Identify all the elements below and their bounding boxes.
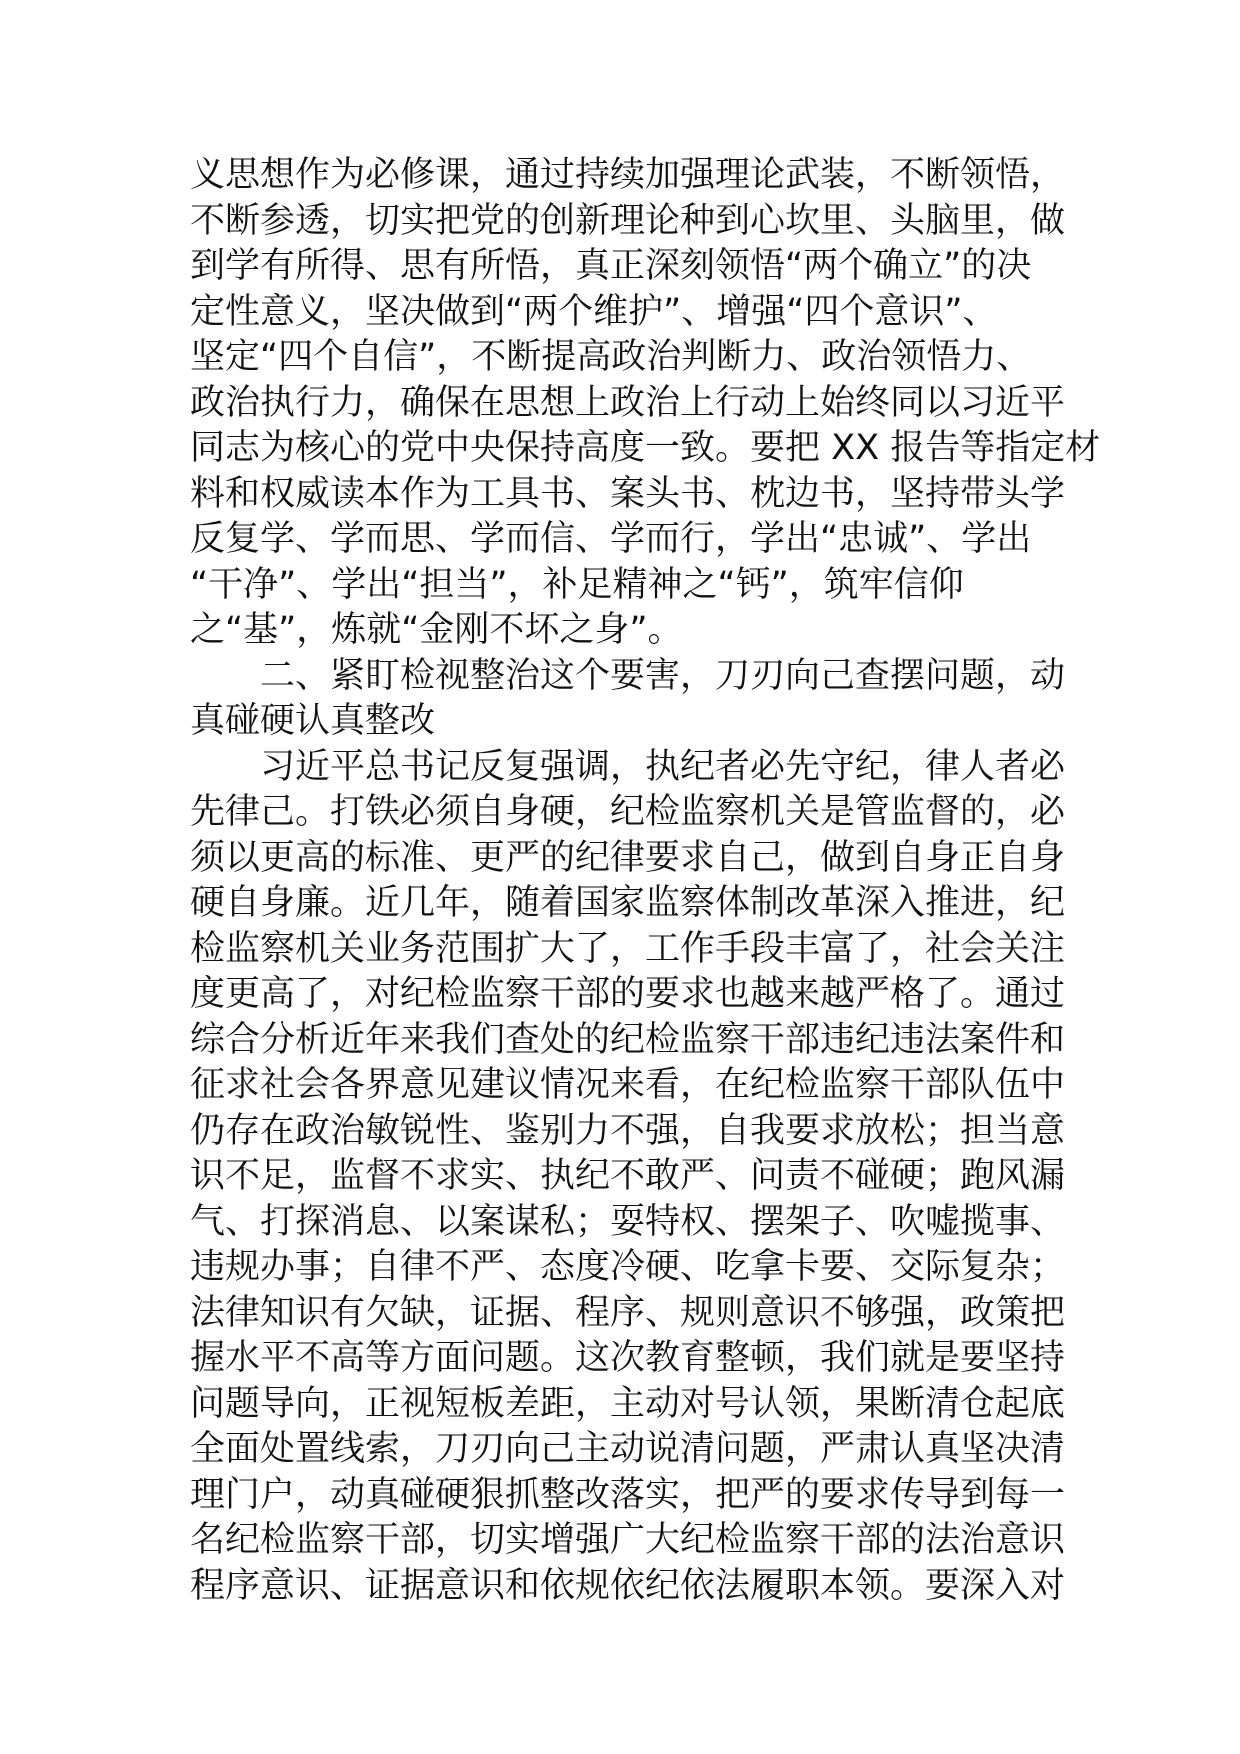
text-line: 程序意识、证据意识和依规依纪依法履职本领。要深入对 [190, 1565, 1066, 1606]
text-line: 同志为核心的党中央保持高度一致。要把 XX 报告等指定材 [190, 428, 1101, 468]
text-line: 之“基”，炼就“金刚不坏之身”。 [190, 610, 683, 650]
text-line: 征求社会各界意见建议情况来看，在纪检监察干部队伍中 [190, 1065, 1066, 1105]
section-heading-line: 真碰硬认真整改 [190, 701, 436, 741]
text-line: 不断参透，切实把党的创新理论种到心坎里、头脑里，做 [190, 200, 1066, 241]
text-line: 习近平总书记反复强调，执纪者必先守纪，律人者必 [260, 746, 1066, 787]
text-line: 综合分析近年来我们查处的纪检监察干部违纪违法案件和 [190, 1019, 1066, 1060]
text-line: 先律己。打铁必须自身硬，纪检监察机关是管监督的，必 [190, 792, 1066, 832]
text-line: 全面处置线索，刀刃向己主动说清问题，严肃认真坚决清 [190, 1429, 1066, 1469]
text-line: 料和权威读本作为工具书、案头书、枕边书，坚持带头学 [190, 473, 1066, 514]
text-line: 反复学、学而思、学而信、学而行，学出“忠诚”、学出 [190, 519, 1032, 559]
body-text [190, 153, 1101, 1609]
text-line: 到学有所得、思有所悟，真正深刻领悟“两个确立”的决 [190, 246, 1032, 286]
text-line: 问题导向，正视短板差距，主动对号认领，果断清仓起底 [190, 1383, 1066, 1424]
text-line: 检监察机关业务范围扩大了，工作手段丰富了，社会关注 [190, 928, 1066, 969]
text-line: 义思想作为必修课，通过持续加强理论武装，不断领悟， [190, 155, 1066, 195]
text-line: 法律知识有欠缺，证据、程序、规则意识不够强，政策把 [190, 1292, 1066, 1333]
text-line: 定性意义，坚决做到“两个维护”、增强“四个意识”、 [190, 291, 998, 332]
text-line: 识不足，监督不求实、执纪不敢严、问责不碰硬；跑风漏 [190, 1156, 1066, 1196]
text-line: 度更高了，对纪检监察干部的要求也越来越严格了。通过 [190, 974, 1066, 1014]
text-line: 须以更高的标准、更严的纪律要求自己，做到自身正自身 [190, 837, 1066, 878]
text-line: “干净”、学出“担当”，补足精神之“钙”，筑牢信仰 [190, 564, 964, 605]
text-line: 坚定“四个自信”，不断提高政治判断力、政治领悟力、 [190, 337, 1032, 377]
text-line: 违规办事；自律不严、态度冷硬、吃拿卡要、交际复杂； [190, 1247, 1066, 1287]
text-line: 硬自身廉。近几年，随着国家监察体制改革深入推进，纪 [190, 883, 1066, 923]
section-heading-line: 二、紧盯检视整治这个要害，刀刃向己查摆问题，动 [260, 655, 1066, 696]
text-line: 名纪检监察干部，切实增强广大纪检监察干部的法治意识 [190, 1520, 1066, 1560]
text-line: 握水平不高等方面问题。这次教育整顿，我们就是要坚持 [190, 1338, 1066, 1378]
text-line: 政治执行力，确保在思想上政治上行动上始终同以习近平 [190, 382, 1066, 423]
text-line: 气、打探消息、以案谋私；耍特权、摆架子、吹嘘揽事、 [190, 1201, 1066, 1242]
text-line: 理门户，动真碰硬狠抓整改落实，把严的要求传导到每一 [190, 1474, 1066, 1515]
text-line: 仍存在政治敏锐性、鉴别力不强，自我要求放松；担当意 [190, 1110, 1066, 1151]
